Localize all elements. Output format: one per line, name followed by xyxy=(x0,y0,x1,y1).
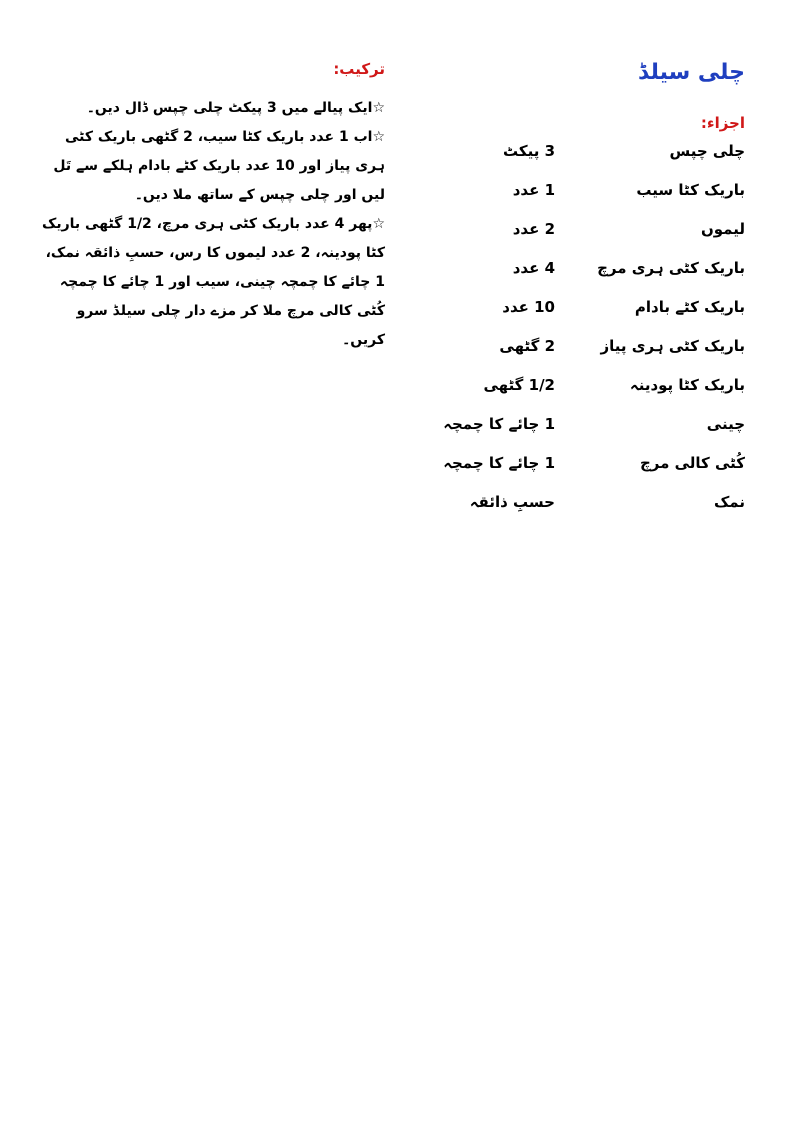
ingredient-quantity: 1 چائے کا چمچہ xyxy=(443,454,555,472)
ingredient-row xyxy=(415,376,745,415)
method-step: ☆ایک پیالے میں 3 پیکٹ چلی چپس ڈال دیں۔ xyxy=(86,100,385,116)
ingredient-quantity: 2 عدد xyxy=(512,220,555,238)
ingredient-name: لیموں xyxy=(700,220,745,238)
ingredients-heading: اجزاء: xyxy=(700,114,745,132)
ingredient-name: نمک xyxy=(713,493,745,511)
ingredient-name: باریک کٹی ہری پیاز xyxy=(600,337,745,355)
ingredient-name: کُٹی کالی مرچ xyxy=(639,454,745,472)
ingredient-row xyxy=(415,337,745,376)
method-steps xyxy=(35,94,385,355)
ingredient-row xyxy=(415,259,745,298)
ingredient-row xyxy=(415,142,745,181)
ingredient-row xyxy=(415,298,745,337)
ingredient-row xyxy=(415,454,745,493)
ingredient-row xyxy=(415,181,745,220)
ingredient-quantity: 1/2 گٹھی xyxy=(483,376,555,394)
ingredient-name: باریک کٹے بادام xyxy=(634,298,745,316)
ingredient-quantity: 2 گٹھی xyxy=(499,337,555,355)
ingredient-row xyxy=(415,220,745,259)
ingredient-quantity: 10 عدد xyxy=(502,298,555,316)
method-step: ☆پھر 4 عدد باریک کٹی ہری مرچ، 1/2 گٹھی باریک کٹا پودینہ، 2 عدد لیموں کا رس، حسبِ ذائقہ نمک، 1 چائے کا چمچہ چینی، سیب اور 1 چائے کا چمچہ کُٹی کالی مرچ ملا کر مزے دار چلی سیلڈ سرو کریں۔ xyxy=(42,216,385,348)
method-step: ☆اب 1 عدد باریک کٹا سیب، 2 گٹھی باریک کٹی ہری پیاز اور 10 عدد باریک کٹے بادام ہلکے سے تَل لیں اور چلی چپس کے ساتھ ملا دیں۔ xyxy=(53,129,385,203)
ingredient-name: باریک کٹی ہری مرچ xyxy=(597,259,745,277)
ingredient-row xyxy=(415,493,745,532)
ingredient-row xyxy=(415,415,745,454)
ingredient-name: چینی xyxy=(706,415,745,433)
method-heading: ترکیب: xyxy=(333,60,385,78)
recipe-title: چلی سیلڈ xyxy=(637,60,745,85)
ingredient-name: باریک کٹا سیب xyxy=(636,181,745,199)
ingredient-quantity: 3 پیکٹ xyxy=(502,142,555,160)
ingredients-list xyxy=(415,142,745,532)
ingredient-quantity: حسبِ ذائقہ xyxy=(469,493,555,511)
ingredient-quantity: 4 عدد xyxy=(512,259,555,277)
ingredient-quantity: 1 چائے کا چمچہ xyxy=(443,415,555,433)
ingredient-name: چلی چپس xyxy=(669,142,745,160)
ingredient-name: باریک کٹا پودینہ xyxy=(629,376,745,394)
ingredient-quantity: 1 عدد xyxy=(512,181,555,199)
